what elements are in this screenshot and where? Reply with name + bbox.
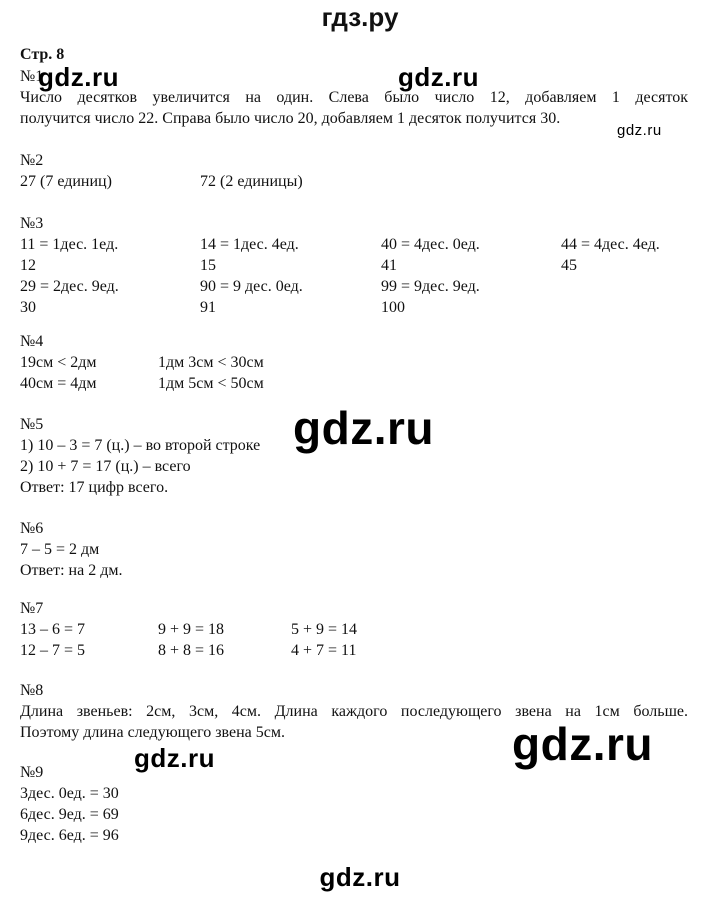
task-8-number: №8	[20, 682, 44, 699]
task-3-cell: 90 = 9 дес. 0ед.	[200, 278, 303, 295]
task-9-number: №9	[20, 764, 44, 781]
page-label: Стр. 8	[20, 46, 65, 63]
watermark: gdz.ru	[398, 62, 479, 92]
task-3-cell: 44 = 4дес. 4ед.	[561, 236, 660, 253]
watermark: gdz.ru	[38, 62, 119, 92]
task-4-cell: 1дм 3см < 30см	[158, 354, 264, 371]
watermark: gdz.ru	[134, 743, 215, 773]
task-2-answer-b: 72 (2 единицы)	[200, 173, 303, 190]
task-5-line-2: 2) 10 + 7 = 17 (ц.) – всего	[20, 458, 191, 475]
task-4-cell: 40см = 4дм	[20, 375, 97, 392]
watermark: gdz.ru	[512, 718, 653, 770]
task-8-line-1: Длина звеньев: 2см, 3см, 4см. Длина каждого последующего звена на 1см больше.	[20, 703, 688, 720]
task-3-number: №3	[20, 215, 44, 232]
task-8-line-2: Поэтому длина следующего звена 5см.	[20, 724, 285, 741]
task-7-cell: 9 + 9 = 18	[158, 621, 225, 638]
task-6-number: №6	[20, 520, 44, 537]
task-1-line-1: Число десятков увеличится на один. Слева было число 12, добавляем 1 десяток	[20, 89, 688, 106]
task-3-cell: 11 = 1дес. 1ед.	[20, 236, 119, 253]
watermark: gdz.ru	[319, 862, 401, 892]
task-3-cell: 41	[381, 257, 397, 274]
task-7-number: №7	[20, 600, 44, 617]
task-3-cell: 100	[381, 299, 405, 316]
watermark: gdz.ru	[293, 402, 434, 454]
task-3-cell: 91	[200, 299, 216, 316]
task-9-line: 6дес. 9ед. = 69	[20, 806, 119, 823]
task-5-number: №5	[20, 416, 44, 433]
task-4-cell: 1дм 5см < 50см	[158, 375, 264, 392]
task-3-cell: 40 = 4дес. 0ед.	[381, 236, 480, 253]
task-3-cell: 12	[20, 257, 36, 274]
task-4-number: №4	[20, 333, 44, 350]
task-1-line-2: получится число 22. Справа было число 20, добавляем 1 десяток получится 30.	[20, 110, 561, 127]
task-3-cell: 30	[20, 299, 36, 316]
task-9-line: 3дес. 0ед. = 30	[20, 785, 119, 802]
task-6-line-1: 7 – 5 = 2 дм	[20, 541, 100, 558]
task-2-answer-a: 27 (7 единиц)	[20, 173, 112, 190]
task-3-cell: 45	[561, 257, 577, 274]
task-1-number: №1	[20, 68, 44, 85]
site-title: гдз.ру	[321, 2, 399, 32]
task-7-cell: 5 + 9 = 14	[291, 621, 358, 638]
task-3-cell: 14 = 1дес. 4ед.	[200, 236, 299, 253]
task-7-cell: 8 + 8 = 16	[158, 642, 225, 659]
task-3-cell: 29 = 2дес. 9ед.	[20, 278, 119, 295]
task-6-answer: Ответ: на 2 дм.	[20, 562, 123, 579]
task-5-line-1: 1) 10 – 3 = 7 (ц.) – во второй строке	[20, 437, 261, 454]
task-9-line: 9дес. 6ед. = 96	[20, 827, 119, 844]
task-2-number: №2	[20, 152, 44, 169]
task-5-answer: Ответ: 17 цифр всего.	[20, 479, 169, 496]
task-4-cell: 19см < 2дм	[20, 354, 97, 371]
task-7-cell: 4 + 7 = 11	[291, 642, 357, 659]
task-3-cell: 99 = 9дес. 9ед.	[381, 278, 480, 295]
task-3-cell: 15	[200, 257, 216, 274]
task-7-cell: 13 – 6 = 7	[20, 621, 86, 638]
task-7-cell: 12 – 7 = 5	[20, 642, 86, 659]
watermark: gdz.ru	[617, 122, 662, 139]
